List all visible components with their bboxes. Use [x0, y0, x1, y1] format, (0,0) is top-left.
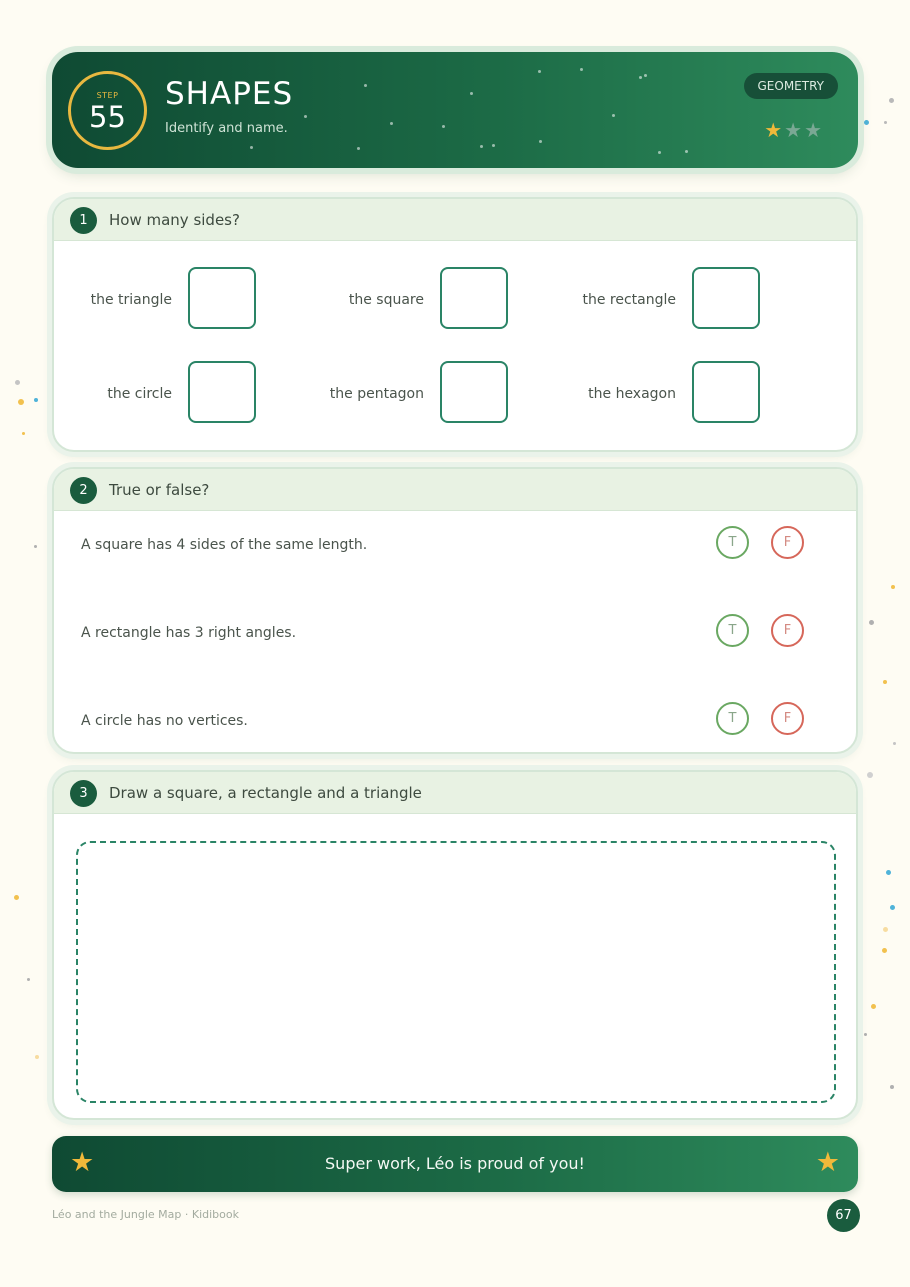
star-empty-icon: ★	[804, 118, 824, 142]
topic-badge: GEOMETRY	[744, 73, 839, 99]
step-badge	[68, 71, 147, 150]
page-subtitle: Identify and name.	[165, 121, 288, 136]
statement-text: A rectangle has 3 right angles.	[81, 625, 297, 641]
encouragement-message: Super work, Léo is proud of you!	[325, 1154, 585, 1173]
exercise-number: 1	[70, 207, 97, 234]
answer-box[interactable]	[440, 361, 508, 423]
true-option[interactable]: T	[716, 702, 749, 735]
false-option[interactable]: F	[771, 614, 804, 647]
exercise-number: 3	[70, 780, 97, 807]
true-option[interactable]: T	[716, 614, 749, 647]
exercise-header	[54, 199, 856, 241]
shape-label: the triangle	[90, 292, 172, 308]
shape-label: the hexagon	[588, 386, 676, 402]
star-icon: ★	[815, 1147, 840, 1178]
step-number: 55	[89, 100, 126, 134]
star-empty-icon: ★	[784, 118, 805, 142]
shape-item	[558, 267, 818, 329]
exercise-card-1	[52, 197, 858, 452]
answer-box[interactable]	[440, 267, 508, 329]
exercise-card-2	[52, 467, 858, 754]
exercise-header	[54, 469, 856, 511]
shape-item	[54, 267, 314, 329]
shape-label: the rectangle	[582, 292, 676, 308]
encouragement-banner	[52, 1136, 858, 1192]
exercise-card-3	[52, 770, 858, 1120]
true-option[interactable]: T	[716, 526, 749, 559]
answer-box[interactable]	[692, 361, 760, 423]
exercise-title: True or false?	[109, 481, 210, 499]
shape-item	[54, 361, 314, 423]
star-icon: ★	[70, 1147, 95, 1178]
exercise-number: 2	[70, 477, 97, 504]
drawing-area[interactable]	[76, 841, 836, 1103]
difficulty-rating	[764, 118, 824, 142]
true-false-row	[54, 614, 856, 654]
page-title: SHAPES	[165, 76, 294, 112]
false-option[interactable]: F	[771, 702, 804, 735]
true-false-row	[54, 702, 856, 742]
answer-box[interactable]	[188, 267, 256, 329]
page-header	[52, 52, 858, 168]
step-label: STEP	[96, 91, 119, 100]
true-false-row	[54, 526, 856, 566]
false-option[interactable]: F	[771, 526, 804, 559]
exercise-title: Draw a square, a rectangle and a triangle	[109, 784, 422, 802]
statement-text: A square has 4 sides of the same length.	[81, 537, 368, 553]
shape-label: the square	[348, 292, 424, 308]
shape-label: the pentagon	[329, 386, 424, 402]
answer-box[interactable]	[188, 361, 256, 423]
exercise-title: How many sides?	[109, 211, 240, 229]
book-title: Léo and the Jungle Map · Kidibook	[52, 1208, 239, 1221]
shape-item	[306, 361, 566, 423]
shape-item	[306, 267, 566, 329]
shape-label: the circle	[107, 386, 172, 402]
answer-box[interactable]	[692, 267, 760, 329]
exercise-header	[54, 772, 856, 814]
star-filled-icon: ★	[764, 118, 785, 142]
shape-item	[558, 361, 818, 423]
page-number: 67	[827, 1199, 860, 1232]
statement-text: A circle has no vertices.	[81, 713, 248, 729]
